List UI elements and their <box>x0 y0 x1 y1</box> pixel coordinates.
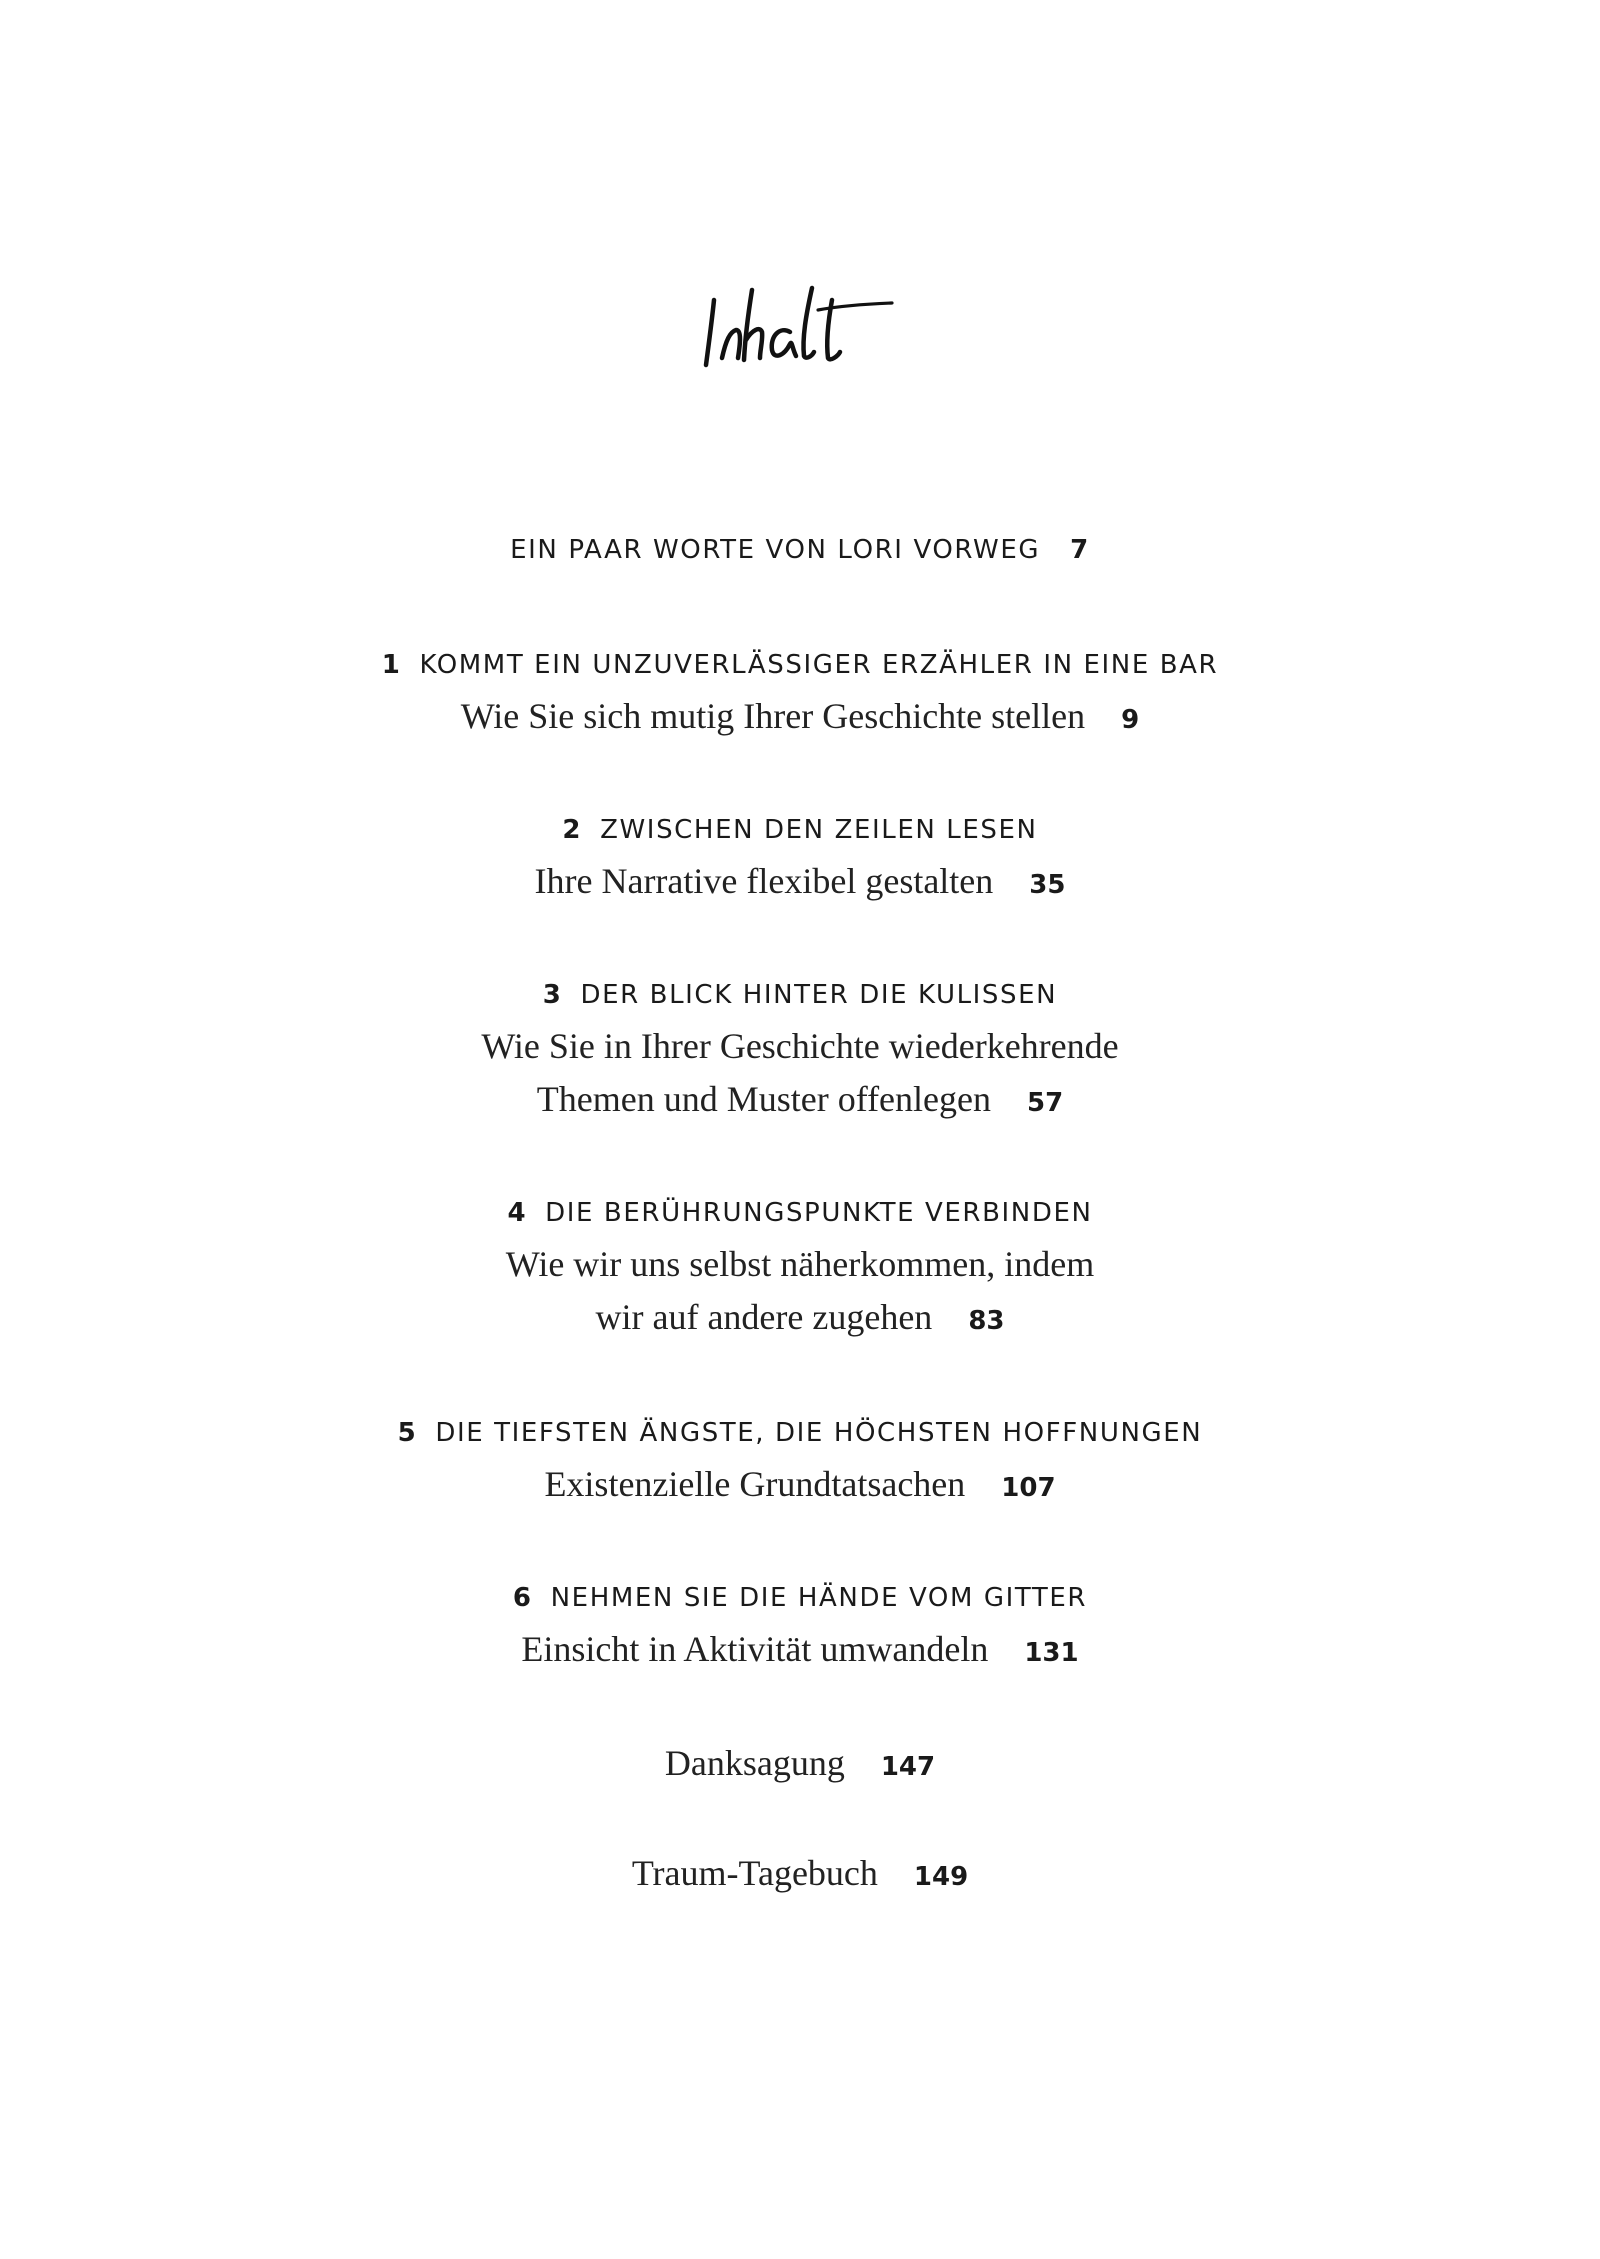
chapter-number: 5 <box>397 1418 418 1448</box>
backmatter-page: 149 <box>913 1862 969 1892</box>
chapter-number: 3 <box>542 980 563 1010</box>
chapter-title: DIE BERÜHRUNGSPUNKTE VERBINDEN <box>545 1198 1093 1228</box>
backmatter-traum-tagebuch[interactable] <box>0 1852 1600 1894</box>
chapter-3-heading[interactable] <box>0 980 1600 1010</box>
chapter-number: 2 <box>562 815 583 845</box>
chapter-6-heading[interactable] <box>0 1583 1600 1613</box>
chapter-subtitle-line: Themen und Muster offenlegen <box>536 1079 991 1119</box>
chapter-subtitle-line: wir auf andere zugehen <box>595 1297 933 1337</box>
chapter-title: NEHMEN SIE DIE HÄNDE VOM GITTER <box>550 1583 1088 1613</box>
chapter-subtitle-line: Wie Sie sich mutig Ihrer Geschichte stellen <box>460 696 1086 736</box>
chapter-title: KOMMT EIN UNZUVERLÄSSIGER ERZÄHLER IN EINE BAR <box>419 650 1219 680</box>
chapter-page: 131 <box>1024 1638 1079 1668</box>
chapter-page: 35 <box>1029 870 1066 900</box>
intro-page: 7 <box>1070 535 1090 565</box>
chapter-page: 83 <box>968 1306 1005 1336</box>
chapter-subtitle-line: Einsicht in Aktivität umwandeln <box>521 1629 989 1669</box>
chapter-2-heading[interactable] <box>0 815 1600 845</box>
chapter-subtitle-line: Ihre Narrative flexibel gestalten <box>534 861 994 901</box>
chapter-number: 4 <box>507 1198 528 1228</box>
chapter-6-subtitle <box>0 1628 1600 1670</box>
chapter-number: 1 <box>381 650 402 680</box>
backmatter-page: 147 <box>880 1752 936 1782</box>
chapter-page: 57 <box>1027 1088 1064 1118</box>
chapter-number: 6 <box>512 1583 533 1613</box>
chapter-page: 9 <box>1121 705 1140 735</box>
intro-label: EIN PAAR WORTE VON LORI VORWEG <box>510 535 1041 565</box>
chapter-1-heading[interactable] <box>0 650 1600 680</box>
chapter-title: ZWISCHEN DEN ZEILEN LESEN <box>600 815 1038 845</box>
backmatter-label: Danksagung <box>664 1743 845 1783</box>
handwritten-title-graphic <box>700 270 900 380</box>
backmatter-label: Traum-Tagebuch <box>631 1853 878 1893</box>
chapter-2-subtitle <box>0 860 1600 902</box>
intro-entry[interactable] <box>0 535 1600 565</box>
chapter-subtitle-line: Existenzielle Grundtatsachen <box>544 1464 966 1504</box>
chapter-subtitle-line: Wie Sie in Ihrer Geschichte wiederkehrende <box>481 1026 1119 1066</box>
chapter-4-subtitle <box>0 1243 1600 1285</box>
chapter-title: DER BLICK HINTER DIE KULISSEN <box>580 980 1058 1010</box>
chapter-4-subtitle-2 <box>0 1296 1600 1338</box>
chapter-5-heading[interactable] <box>0 1418 1600 1448</box>
chapter-5-subtitle <box>0 1463 1600 1505</box>
chapter-3-subtitle-2 <box>0 1078 1600 1120</box>
backmatter-danksagung[interactable] <box>0 1742 1600 1784</box>
chapter-3-subtitle <box>0 1025 1600 1067</box>
chapter-page: 107 <box>1001 1473 1056 1503</box>
chapter-subtitle-line: Wie wir uns selbst näherkommen, indem <box>505 1244 1095 1284</box>
chapter-title: DIE TIEFSTEN ÄNGSTE, DIE HÖCHSTEN HOFFNUNGEN <box>435 1418 1203 1448</box>
chapter-1-subtitle <box>0 695 1600 737</box>
chapter-4-heading[interactable] <box>0 1198 1600 1228</box>
page-title <box>0 270 1600 380</box>
